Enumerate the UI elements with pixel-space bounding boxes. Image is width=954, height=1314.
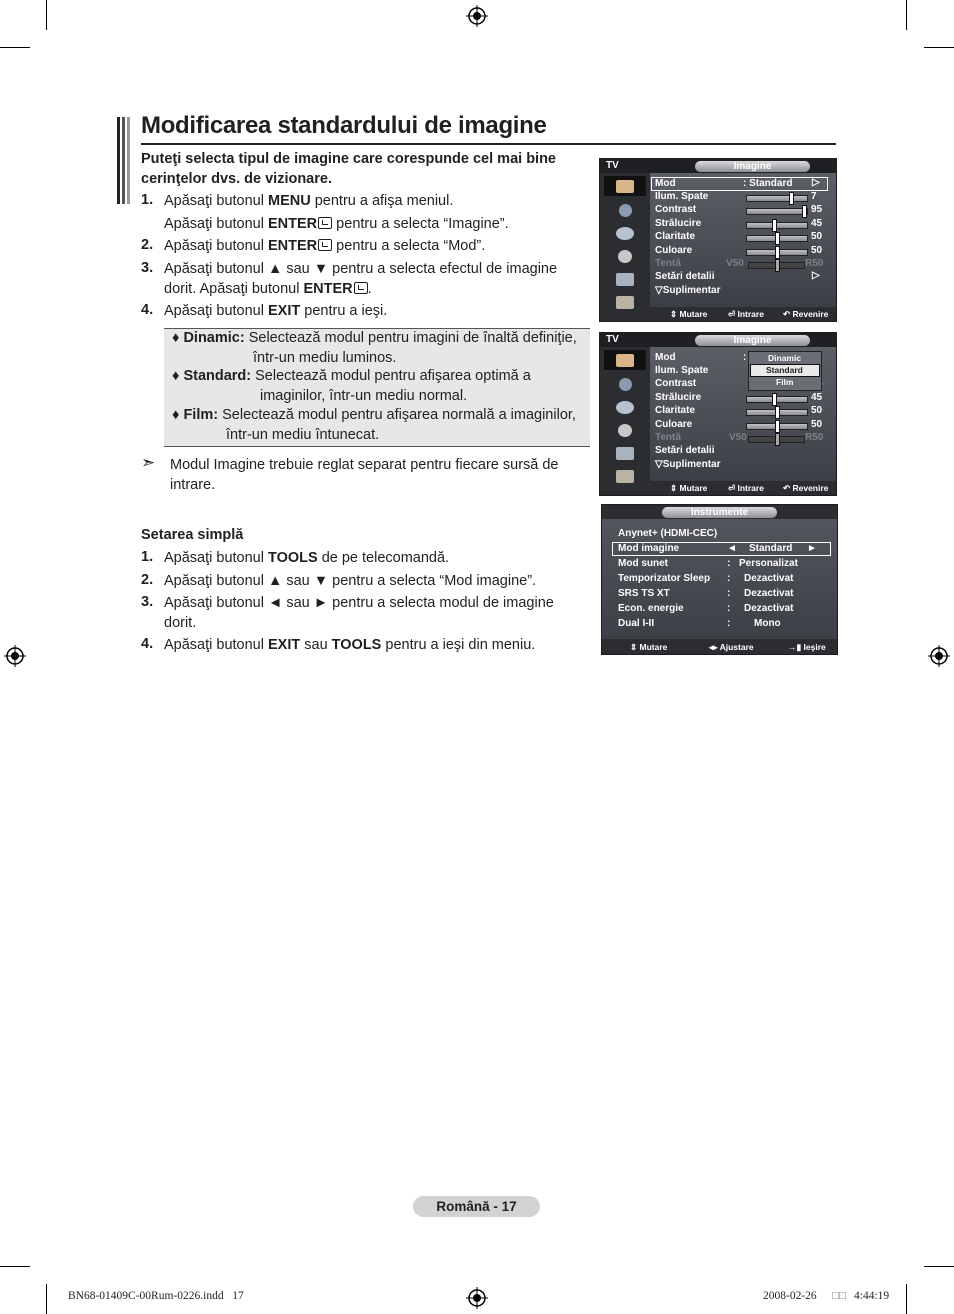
- setup-menu-icon[interactable]: [604, 246, 646, 266]
- application-menu-icon[interactable]: [604, 292, 646, 312]
- simple-heading: Setarea simplă: [141, 527, 244, 543]
- osd-footer-return: ↶ Revenire: [783, 483, 829, 493]
- simple-step-4: Apăsaţi butonul EXIT sau TOOLS pentru a ieşi din meniu.: [164, 637, 536, 653]
- crop-mark: [46, 1284, 47, 1314]
- crop-mark: [924, 1266, 954, 1267]
- osd-row-label: Setări detalii: [655, 271, 715, 282]
- osd-header-title: Imagine: [695, 335, 810, 346]
- step-number: 2.: [141, 572, 154, 588]
- osd-row-right: R50: [805, 258, 824, 269]
- tools-row-label[interactable]: SRS TS XT: [618, 588, 670, 599]
- osd-slider-track[interactable]: [746, 208, 808, 215]
- osd-footer-enter: ⏎ Intrare: [728, 309, 764, 319]
- osd-slider-knob[interactable]: [775, 406, 780, 419]
- tools-row-label[interactable]: Anynet+ (HDMI-CEC): [618, 528, 718, 539]
- step-number: 3.: [141, 260, 154, 276]
- tools-row-colon: :: [727, 588, 731, 599]
- input-menu-icon[interactable]: [604, 443, 646, 463]
- enter-icon: [318, 217, 332, 229]
- note-standard-line-2: imaginilor, într-un mediu normal.: [260, 388, 468, 404]
- note-dinamic-line-1: ♦ Dinamic: Selectează modul pentru imagini de înaltă definiţie,: [172, 330, 577, 346]
- tools-row-value: Dezactivat: [744, 603, 794, 614]
- dropdown-option-dinamic[interactable]: Dinamic: [768, 353, 802, 363]
- osd-slider-track[interactable]: [746, 249, 808, 256]
- osd-selection-highlight: [651, 177, 828, 191]
- osd-tv-label: TV: [606, 160, 619, 171]
- osd-row-value: 45: [811, 218, 823, 229]
- osd-row-arrow: ▷: [812, 177, 820, 188]
- step-number: 1.: [141, 549, 154, 565]
- osd-row-value: 50: [811, 405, 823, 416]
- osd-slider-knob[interactable]: [802, 205, 807, 218]
- osd-row-label: Culoare: [655, 245, 693, 256]
- osd-row-label: Mod: [655, 178, 676, 189]
- note-standard-line-1: ♦ Standard: Selectează modul pentru afişarea optimă a: [172, 368, 531, 384]
- tools-row-label[interactable]: Temporizator Sleep: [618, 573, 711, 584]
- osd-slider-knob[interactable]: [772, 393, 777, 406]
- simple-step-2: Apăsaţi butonul ▲ sau ▼ pentru a selecta “Mod imagine”.: [164, 573, 537, 589]
- crop-mark: [0, 1266, 30, 1267]
- osd-row-label: Strălucire: [655, 218, 702, 229]
- tools-row-label[interactable]: Dual I-II: [618, 618, 655, 629]
- osd-row-label: Strălucire: [655, 392, 702, 403]
- page-number: Română - 17: [413, 1196, 540, 1217]
- osd-row-value: 7: [811, 191, 817, 202]
- osd-header-title: Imagine: [695, 161, 810, 172]
- osd-row-left: V50: [729, 432, 747, 443]
- footer-boxes: □□: [832, 1290, 846, 1302]
- osd-slider-track[interactable]: [748, 262, 805, 269]
- osd-picture-menu: [599, 158, 837, 322]
- tools-row-value: Dezactivat: [744, 588, 794, 599]
- channel-menu-icon[interactable]: [604, 397, 646, 417]
- step-number: 3.: [141, 594, 154, 610]
- tip-arrow-icon: ➣: [141, 453, 156, 472]
- osd-row-value: : Standard: [743, 178, 793, 189]
- tools-row-value: Dezactivat: [744, 573, 794, 584]
- tip-line-1: Modul Imagine trebuie reglat separat pentru fiecare sursă de: [170, 457, 559, 473]
- registration-mark-icon: [4, 645, 26, 667]
- osd-header-title: Instrumente: [662, 507, 777, 518]
- osd-row-left: V50: [726, 258, 744, 269]
- note-film-line-2: într-un mediu întunecat.: [226, 427, 380, 443]
- step-3-line-1: Apăsaţi butonul ▲ sau ▼ pentru a selecta efectul de imagine: [164, 261, 558, 277]
- note-dinamic-line-2: într-un mediu luminos.: [253, 350, 397, 366]
- tools-row-left-arrow[interactable]: ◄: [727, 543, 737, 554]
- step-2: Apăsaţi butonul ENTER pentru a selecta “Mod”.: [164, 238, 486, 254]
- osd-footer-move: ⇕ Mutare: [670, 483, 708, 493]
- page-title: Modificarea standardului de imagine: [141, 112, 547, 139]
- crop-mark: [906, 1284, 907, 1314]
- note-film-line-1: ♦ Film: Selectează modul pentru afişarea normală a imaginilor,: [172, 407, 576, 423]
- step-number: 4.: [141, 636, 154, 652]
- registration-mark-icon: [466, 1287, 488, 1309]
- osd-row-label: Ilum. Spate: [655, 365, 709, 376]
- tools-row-value: Standard: [749, 543, 793, 554]
- osd-row-label: Contrast: [655, 204, 697, 215]
- osd-row-label: Culoare: [655, 419, 693, 430]
- registration-mark-icon: [928, 645, 950, 667]
- footer-time: 4:44:19: [854, 1290, 890, 1302]
- footer-file-info: BN68-01409C-00Rum-0226.indd 17: [68, 1290, 244, 1302]
- picture-menu-icon[interactable]: [604, 350, 646, 370]
- intro-line-1: Puteţi selecta tipul de imagine care corespunde cel mai bine: [141, 151, 556, 167]
- osd-slider-track[interactable]: [746, 409, 808, 416]
- osd-row-value: 50: [811, 245, 823, 256]
- simple-step-1: Apăsaţi butonul TOOLS de pe telecomandă.: [164, 550, 450, 566]
- simple-step-3-line-1: Apăsaţi butonul ◄ sau ► pentru a selecta modul de imagine: [164, 595, 554, 611]
- osd-row-label: Mod: [655, 352, 676, 363]
- tools-row-value: Personalizat: [739, 558, 798, 569]
- osd-slider-knob[interactable]: [789, 192, 794, 205]
- osd-slider-track[interactable]: [746, 423, 808, 430]
- title-decoration-bar: [117, 117, 130, 204]
- step-4: Apăsaţi butonul EXIT pentru a ieşi.: [164, 303, 388, 319]
- tools-row-label[interactable]: Mod sunet: [618, 558, 668, 569]
- dropdown-option-film[interactable]: Film: [776, 377, 794, 387]
- tip-line-2: intrare.: [170, 477, 216, 493]
- tools-row-colon: :: [727, 603, 731, 614]
- step-number: 4.: [141, 302, 154, 318]
- osd-row-label: Contrast: [655, 378, 697, 389]
- osd-slider-track[interactable]: [748, 436, 805, 443]
- dropdown-option-standard[interactable]: Standard: [766, 365, 803, 375]
- tools-row-label[interactable]: Econ. energie: [618, 603, 684, 614]
- step-number: 1.: [141, 192, 154, 208]
- sound-menu-icon[interactable]: [604, 374, 646, 394]
- tools-row-colon: :: [727, 618, 731, 629]
- osd-row-label: Tentă: [655, 258, 681, 269]
- step-1-line-1: Apăsaţi butonul MENU pentru a afişa meniul.: [164, 193, 454, 209]
- picture-menu-icon[interactable]: [604, 176, 646, 196]
- osd-row-label: Tentă: [655, 432, 681, 443]
- osd-row-value: :: [743, 352, 747, 363]
- osd-row-label: Ilum. Spate: [655, 191, 709, 202]
- osd-row-value: 50: [811, 419, 823, 430]
- osd-slider-knob[interactable]: [775, 433, 780, 446]
- footer-date: 2008-02-26: [763, 1290, 817, 1302]
- osd-row-value: 95: [811, 204, 823, 215]
- setup-menu-icon[interactable]: [604, 420, 646, 440]
- crop-mark: [0, 47, 30, 48]
- tools-row-colon: :: [727, 558, 731, 569]
- osd-row-label: Setări detalii: [655, 445, 715, 456]
- sound-menu-icon[interactable]: [604, 200, 646, 220]
- osd-slider-track[interactable]: [746, 222, 808, 229]
- osd-slider-knob[interactable]: [772, 219, 777, 232]
- input-menu-icon[interactable]: [604, 269, 646, 289]
- channel-menu-icon[interactable]: [604, 223, 646, 243]
- simple-step-3-line-2: dorit.: [164, 615, 197, 631]
- osd-row-arrow: ▷: [812, 270, 820, 281]
- osd-footer-move: ⇕ Mutare: [670, 309, 708, 319]
- registration-mark-icon: [466, 5, 488, 27]
- osd-slider-knob[interactable]: [775, 246, 780, 259]
- tools-row-label[interactable]: Mod imagine: [618, 543, 680, 554]
- crop-mark: [46, 0, 47, 30]
- tools-row-value: Mono: [754, 618, 781, 629]
- osd-row-right: R50: [805, 432, 824, 443]
- osd-slider-knob[interactable]: [775, 259, 780, 272]
- osd-mode-dropdown: [599, 332, 837, 496]
- osd-row-label: Claritate: [655, 231, 696, 242]
- osd-row-label: ▽Suplimentar: [655, 285, 721, 296]
- osd-slider-knob[interactable]: [775, 232, 780, 245]
- enter-icon: [354, 282, 368, 294]
- intro-line-2: cerinţelor dvs. de vizionare.: [141, 171, 332, 187]
- osd-slider-track[interactable]: [746, 396, 808, 403]
- step-number: 2.: [141, 237, 154, 253]
- osd-row-label: Claritate: [655, 405, 696, 416]
- enter-icon: [318, 239, 332, 251]
- osd-slider-knob[interactable]: [775, 420, 780, 433]
- step-1-line-2: Apăsaţi butonul ENTER pentru a selecta “Imagine”.: [164, 216, 509, 232]
- osd-tv-label: TV: [606, 334, 619, 345]
- application-menu-icon[interactable]: [604, 466, 646, 486]
- osd-footer-return: ↶ Revenire: [783, 309, 829, 319]
- step-3-line-2: dorit. Apăsaţi butonul ENTER .: [164, 281, 372, 297]
- osd-slider-track[interactable]: [746, 195, 808, 202]
- tools-row-colon: :: [727, 573, 731, 584]
- osd-row-label: ▽Suplimentar: [655, 459, 721, 470]
- osd-footer-enter: ⏎ Intrare: [728, 483, 764, 493]
- tools-row-right-arrow[interactable]: ►: [807, 543, 817, 554]
- osd-tools-menu: [601, 504, 838, 655]
- osd-footer-exit: →▮ Ieşire: [788, 642, 826, 652]
- osd-row-value: 45: [811, 392, 823, 403]
- osd-footer-adjust: ◂▸ Ajustare: [709, 642, 754, 652]
- osd-slider-track[interactable]: [746, 235, 808, 242]
- crop-mark: [924, 47, 954, 48]
- osd-footer-move: ⇕ Mutare: [630, 642, 668, 652]
- title-rule: [141, 143, 836, 145]
- crop-mark: [906, 0, 907, 30]
- osd-row-value: 50: [811, 231, 823, 242]
